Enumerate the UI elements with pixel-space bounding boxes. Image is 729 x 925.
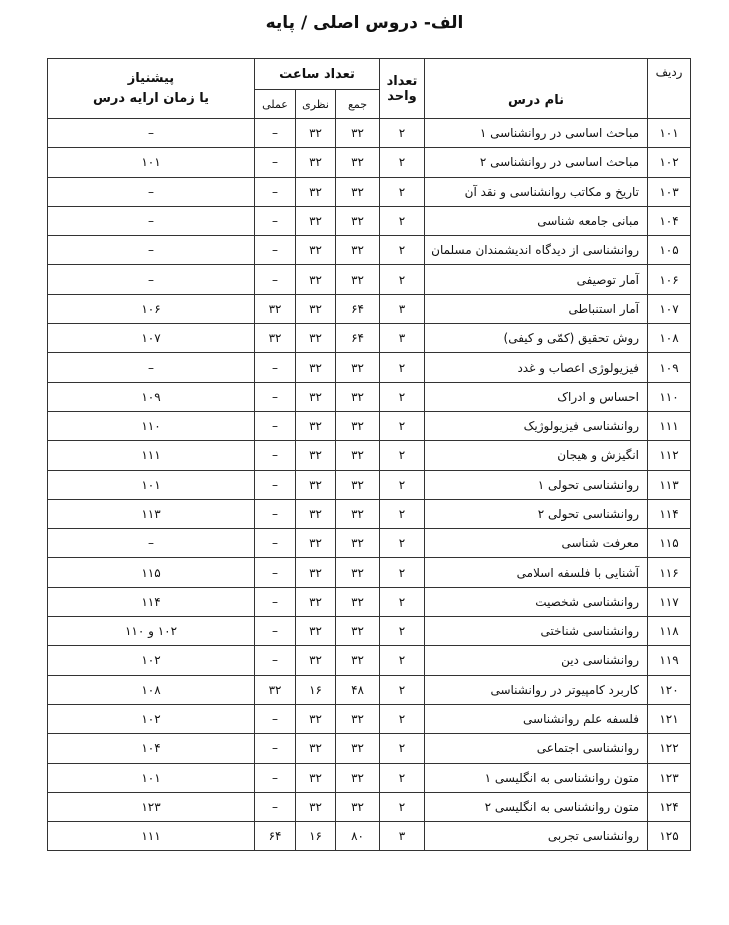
table-row	[48, 499, 691, 528]
header-prereq-line1: پیشنیاز	[127, 70, 175, 86]
cell-hours-practical: –	[255, 411, 296, 440]
cell-hours-total: ۳۲	[336, 734, 380, 763]
cell-hours-total: ۳۲	[336, 353, 380, 382]
cell-row-number: ۱۰۸	[648, 324, 691, 353]
cell-row-number: ۱۰۲	[648, 148, 691, 177]
cell-hours-theory: ۱۶	[296, 822, 336, 851]
cell-hours-theory: ۳۲	[296, 206, 336, 235]
table-row	[48, 470, 691, 499]
cell-hours-total: ۳۲	[336, 704, 380, 733]
cell-hours-practical: ۶۴	[255, 822, 296, 851]
cell-hours-theory: ۳۲	[296, 441, 336, 470]
cell-prerequisite: ۱۰۱	[48, 148, 255, 177]
cell-hours-practical: –	[255, 148, 296, 177]
cell-hours-theory: ۳۲	[296, 353, 336, 382]
cell-hours-total: ۳۲	[336, 529, 380, 558]
cell-hours-practical: –	[255, 646, 296, 675]
cell-hours-total: ۳۲	[336, 763, 380, 792]
cell-prerequisite: ۱۱۰	[48, 411, 255, 440]
cell-course-name: تاریخ و مکاتب روانشناسی و نقد آن	[425, 177, 648, 206]
cell-row-number: ۱۰۳	[648, 177, 691, 206]
table-row	[48, 792, 691, 821]
table-row	[48, 822, 691, 851]
cell-hours-theory: ۳۲	[296, 265, 336, 294]
cell-hours-practical: –	[255, 558, 296, 587]
table-row	[48, 763, 691, 792]
cell-hours-practical: –	[255, 470, 296, 499]
cell-hours-practical: –	[255, 529, 296, 558]
cell-row-number: ۱۱۸	[648, 617, 691, 646]
cell-prerequisite: ۱۰۲	[48, 646, 255, 675]
cell-course-name: فیزیولوژی اعصاب و غدد	[425, 353, 648, 382]
table-row	[48, 382, 691, 411]
cell-row-number: ۱۲۱	[648, 704, 691, 733]
cell-course-name: روانشناسی شناختی	[425, 617, 648, 646]
cell-hours-practical: –	[255, 734, 296, 763]
cell-hours-theory: ۳۲	[296, 324, 336, 353]
cell-units: ۳	[380, 822, 425, 851]
cell-course-name: متون روانشناسی به انگلیسی ۲	[425, 792, 648, 821]
cell-hours-theory: ۳۲	[296, 411, 336, 440]
cell-course-name: روانشناسی فیزیولوژیک	[425, 411, 648, 440]
table-row	[48, 441, 691, 470]
cell-prerequisite: ۱۰۲	[48, 704, 255, 733]
cell-course-name: احساس و ادراک	[425, 382, 648, 411]
cell-units: ۲	[380, 353, 425, 382]
cell-prerequisite: ۱۰۴	[48, 734, 255, 763]
cell-units: ۲	[380, 382, 425, 411]
table-row	[48, 529, 691, 558]
table-row	[48, 704, 691, 733]
cell-hours-practical: ۳۲	[255, 675, 296, 704]
course-table	[47, 58, 691, 851]
table-row	[48, 587, 691, 616]
cell-hours-total: ۳۲	[336, 470, 380, 499]
cell-hours-theory: ۳۲	[296, 236, 336, 265]
cell-hours-total: ۳۲	[336, 119, 380, 148]
cell-hours-total: ۳۲	[336, 382, 380, 411]
cell-hours-total: ۳۲	[336, 441, 380, 470]
table-row	[48, 236, 691, 265]
cell-course-name: روانشناسی از دیدگاه اندیشمندان مسلمان	[425, 236, 648, 265]
cell-hours-theory: ۳۲	[296, 587, 336, 616]
cell-row-number: ۱۱۲	[648, 441, 691, 470]
cell-units: ۲	[380, 441, 425, 470]
cell-hours-practical: –	[255, 177, 296, 206]
cell-row-number: ۱۱۱	[648, 411, 691, 440]
cell-course-name: آمار توصیفی	[425, 265, 648, 294]
cell-row-number: ۱۲۲	[648, 734, 691, 763]
cell-hours-theory: ۳۲	[296, 177, 336, 206]
cell-hours-practical: –	[255, 382, 296, 411]
header-prereq-line2: یا زمان ارایه درس	[92, 90, 210, 106]
cell-hours-practical: –	[255, 704, 296, 733]
cell-hours-practical: –	[255, 206, 296, 235]
cell-course-name: مباحث اساسی در روانشناسی ۱	[425, 119, 648, 148]
cell-prerequisite: –	[48, 265, 255, 294]
cell-prerequisite: ۱۱۱	[48, 441, 255, 470]
header-row-number: ردیف	[648, 59, 691, 119]
cell-hours-total: ۳۲	[336, 499, 380, 528]
cell-hours-total: ۳۲	[336, 148, 380, 177]
table-row	[48, 324, 691, 353]
cell-units: ۲	[380, 470, 425, 499]
cell-prerequisite: ۱۱۱	[48, 822, 255, 851]
cell-row-number: ۱۲۵	[648, 822, 691, 851]
cell-hours-theory: ۳۲	[296, 148, 336, 177]
cell-units: ۲	[380, 734, 425, 763]
cell-units: ۳	[380, 324, 425, 353]
cell-hours-theory: ۳۲	[296, 119, 336, 148]
table-row	[48, 558, 691, 587]
table-row	[48, 617, 691, 646]
cell-hours-practical: –	[255, 587, 296, 616]
header-hours-theory: نظری	[296, 90, 336, 119]
cell-prerequisite: ۱۰۱	[48, 470, 255, 499]
cell-units: ۲	[380, 587, 425, 616]
cell-prerequisite: –	[48, 353, 255, 382]
cell-prerequisite: –	[48, 236, 255, 265]
cell-row-number: ۱۱۷	[648, 587, 691, 616]
cell-hours-total: ۸۰	[336, 822, 380, 851]
cell-prerequisite: ۱۰۱	[48, 763, 255, 792]
cell-hours-theory: ۳۲	[296, 763, 336, 792]
cell-hours-theory: ۳۲	[296, 558, 336, 587]
cell-course-name: روانشناسی تحولی ۱	[425, 470, 648, 499]
cell-hours-total: ۳۲	[336, 206, 380, 235]
cell-prerequisite: ۱۱۴	[48, 587, 255, 616]
cell-hours-practical: –	[255, 792, 296, 821]
cell-row-number: ۱۰۴	[648, 206, 691, 235]
cell-course-name: روانشناسی شخصیت	[425, 587, 648, 616]
cell-hours-theory: ۳۲	[296, 792, 336, 821]
cell-units: ۲	[380, 617, 425, 646]
cell-hours-practical: –	[255, 119, 296, 148]
cell-hours-practical: ۳۲	[255, 294, 296, 323]
header-units	[380, 59, 425, 119]
cell-hours-total: ۳۲	[336, 265, 380, 294]
table-row	[48, 675, 691, 704]
cell-hours-theory: ۳۲	[296, 470, 336, 499]
cell-hours-total: ۳۲	[336, 587, 380, 616]
cell-prerequisite: ۱۰۷	[48, 324, 255, 353]
cell-row-number: ۱۱۹	[648, 646, 691, 675]
table-row	[48, 148, 691, 177]
cell-hours-theory: ۳۲	[296, 646, 336, 675]
table-row	[48, 353, 691, 382]
cell-prerequisite: ۱۰۹	[48, 382, 255, 411]
cell-hours-total: ۳۲	[336, 236, 380, 265]
cell-course-name: فلسفه علم روانشناسی	[425, 704, 648, 733]
cell-prerequisite: ۱۲۳	[48, 792, 255, 821]
cell-course-name: انگیزش و هیجان	[425, 441, 648, 470]
cell-row-number: ۱۲۳	[648, 763, 691, 792]
cell-hours-theory: ۱۶	[296, 675, 336, 704]
cell-hours-practical: –	[255, 763, 296, 792]
cell-prerequisite: ۱۰۸	[48, 675, 255, 704]
cell-hours-practical: –	[255, 353, 296, 382]
cell-hours-practical: –	[255, 441, 296, 470]
cell-row-number: ۱۰۱	[648, 119, 691, 148]
cell-prerequisite: –	[48, 177, 255, 206]
cell-hours-theory: ۳۲	[296, 734, 336, 763]
cell-hours-theory: ۳۲	[296, 704, 336, 733]
cell-prerequisite: –	[48, 119, 255, 148]
cell-hours-practical: –	[255, 265, 296, 294]
cell-hours-theory: ۳۲	[296, 499, 336, 528]
header-hours: تعداد ساعت	[255, 59, 380, 90]
cell-hours-total: ۳۲	[336, 617, 380, 646]
cell-row-number: ۱۲۰	[648, 675, 691, 704]
cell-hours-total: ۴۸	[336, 675, 380, 704]
cell-prerequisite: –	[48, 206, 255, 235]
cell-row-number: ۱۰۹	[648, 353, 691, 382]
cell-hours-theory: ۳۲	[296, 382, 336, 411]
cell-course-name: روانشناسی دین	[425, 646, 648, 675]
cell-hours-total: ۶۴	[336, 294, 380, 323]
cell-hours-practical: ۳۲	[255, 324, 296, 353]
cell-row-number: ۱۱۰	[648, 382, 691, 411]
cell-course-name: مبانی جامعه شناسی	[425, 206, 648, 235]
cell-row-number: ۱۱۴	[648, 499, 691, 528]
header-course-name: نام درس	[425, 59, 648, 119]
cell-prerequisite: ۱۱۵	[48, 558, 255, 587]
cell-units: ۲	[380, 206, 425, 235]
cell-course-name: روانشناسی تجربی	[425, 822, 648, 851]
cell-row-number: ۱۰۵	[648, 236, 691, 265]
cell-units: ۲	[380, 792, 425, 821]
cell-course-name: معرفت شناسی	[425, 529, 648, 558]
cell-units: ۲	[380, 411, 425, 440]
header-units-line2: واحد	[387, 88, 417, 104]
table-row	[48, 411, 691, 440]
page-title: الف- دروس اصلی / پایه	[265, 13, 464, 33]
cell-units: ۲	[380, 763, 425, 792]
cell-units: ۲	[380, 558, 425, 587]
table-row	[48, 294, 691, 323]
cell-row-number: ۱۱۵	[648, 529, 691, 558]
header-hours-total: جمع	[336, 90, 380, 119]
cell-units: ۲	[380, 704, 425, 733]
cell-course-name: آمار استنباطی	[425, 294, 648, 323]
cell-hours-theory: ۳۲	[296, 294, 336, 323]
table-body	[48, 119, 691, 851]
cell-course-name: روش تحقیق (کمّی و کیفی)	[425, 324, 648, 353]
table-row	[48, 177, 691, 206]
cell-units: ۲	[380, 529, 425, 558]
cell-course-name: متون روانشناسی به انگلیسی ۱	[425, 763, 648, 792]
cell-course-name: روانشناسی تحولی ۲	[425, 499, 648, 528]
cell-hours-total: ۳۲	[336, 558, 380, 587]
cell-hours-practical: –	[255, 236, 296, 265]
cell-course-name: روانشناسی اجتماعی	[425, 734, 648, 763]
cell-prerequisite: ۱۱۳	[48, 499, 255, 528]
cell-units: ۲	[380, 646, 425, 675]
cell-units: ۲	[380, 177, 425, 206]
cell-hours-total: ۳۲	[336, 792, 380, 821]
header-units-line1: تعداد	[386, 73, 418, 89]
table-row	[48, 646, 691, 675]
cell-row-number: ۱۲۴	[648, 792, 691, 821]
cell-row-number: ۱۰۶	[648, 265, 691, 294]
cell-hours-theory: ۳۲	[296, 617, 336, 646]
cell-course-name: آشنایی با فلسفه اسلامی	[425, 558, 648, 587]
cell-hours-theory: ۳۲	[296, 529, 336, 558]
cell-hours-total: ۳۲	[336, 646, 380, 675]
cell-row-number: ۱۰۷	[648, 294, 691, 323]
cell-units: ۲	[380, 265, 425, 294]
cell-units: ۲	[380, 236, 425, 265]
table-row	[48, 119, 691, 148]
cell-prerequisite: –	[48, 529, 255, 558]
table-row	[48, 206, 691, 235]
cell-hours-total: ۳۲	[336, 177, 380, 206]
cell-units: ۳	[380, 294, 425, 323]
header-prerequisite	[48, 59, 255, 119]
cell-course-name: کاربرد کامپیوتر در روانشناسی	[425, 675, 648, 704]
cell-prerequisite: ۱۰۶	[48, 294, 255, 323]
cell-units: ۲	[380, 148, 425, 177]
cell-hours-practical: –	[255, 617, 296, 646]
header-hours-practical: عملی	[255, 90, 296, 119]
cell-hours-practical: –	[255, 499, 296, 528]
cell-hours-total: ۶۴	[336, 324, 380, 353]
cell-row-number: ۱۱۶	[648, 558, 691, 587]
table-row	[48, 734, 691, 763]
cell-units: ۲	[380, 499, 425, 528]
cell-row-number: ۱۱۳	[648, 470, 691, 499]
table-row	[48, 265, 691, 294]
cell-course-name: مباحث اساسی در روانشناسی ۲	[425, 148, 648, 177]
cell-units: ۲	[380, 119, 425, 148]
cell-prerequisite: ۱۰۲ و ۱۱۰	[48, 617, 255, 646]
table-header-row	[48, 59, 691, 90]
cell-hours-total: ۳۲	[336, 411, 380, 440]
cell-units: ۲	[380, 675, 425, 704]
